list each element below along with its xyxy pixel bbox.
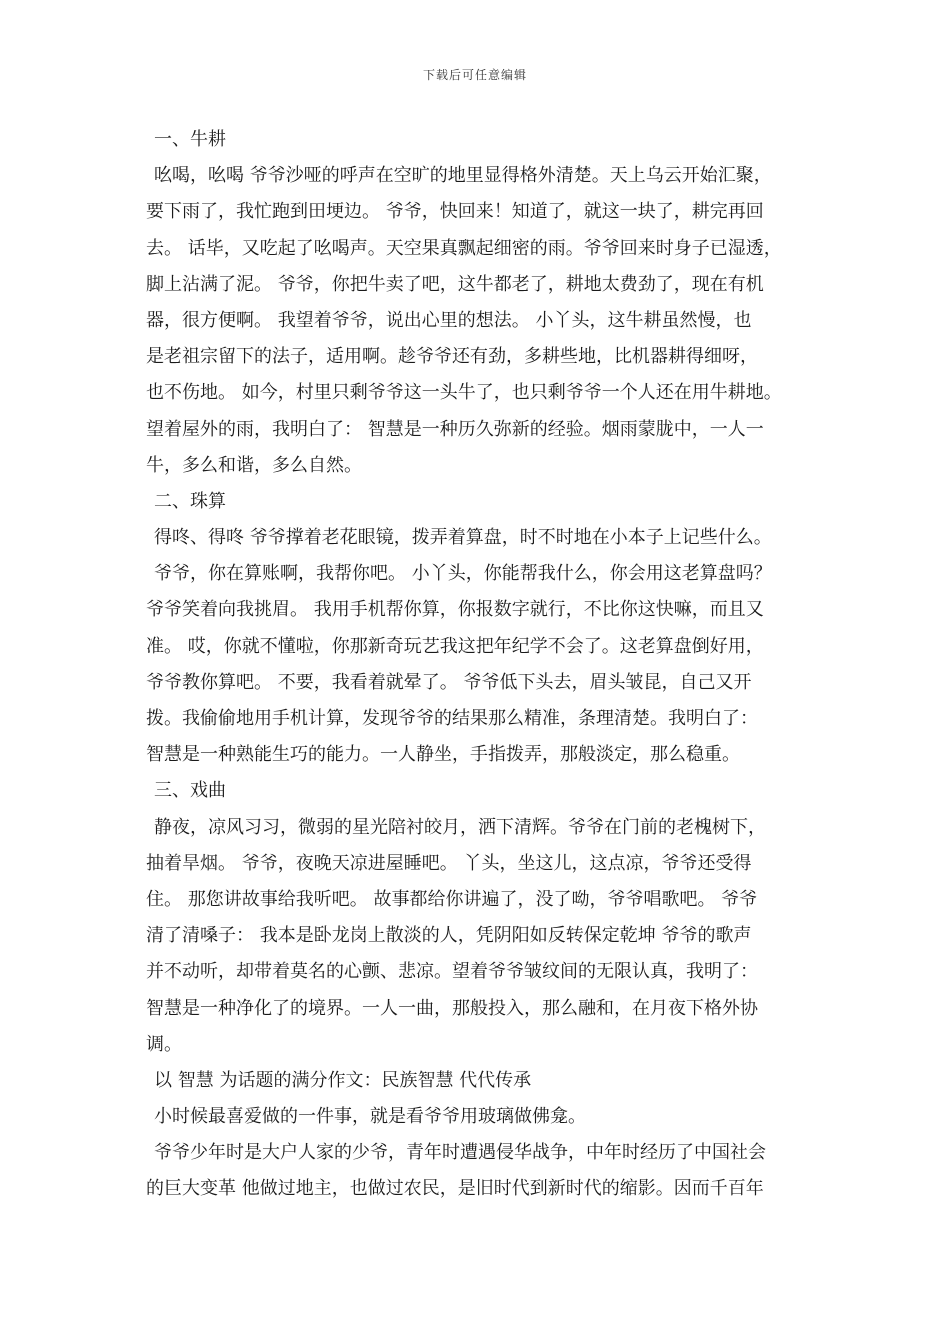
text-line: 要下雨了，我忙跑到田埂边。 爷爷，快回来！知道了，就这一块了，耕完再回 [146, 201, 764, 223]
text-line: 小时候最喜爱做的一件事，就是看爷爷用玻璃做佛龛。 [154, 1106, 586, 1128]
text-line: 器，很方便啊。 我望着爷爷，说出心里的想法。 小丫头，这牛耕虽然慢，也 [146, 309, 752, 331]
text-line: 智慧是一种熟能生巧的能力。一人静坐，手指拨弄，那般淡定，那么稳重。 [146, 744, 740, 766]
text-line: 清了清嗓子： 我本是卧龙岗上散淡的人，凭阴阳如反转保定乾坤 爷爷的歌声 [146, 925, 752, 947]
text-line: 静夜，凉风习习，微弱的星光陪衬皎月，洒下清辉。爷爷在门前的老槐树下， [154, 816, 766, 838]
text-line: 脚上沾满了泥。 爷爷，你把牛卖了吧，这牛都老了，耕地太费劲了，现在有机 [146, 273, 764, 295]
header-note: 下载后可任意编辑 [422, 68, 527, 82]
text-line: 去。 话毕，又吃起了吆喝声。天空果真飘起细密的雨。爷爷回来时身子已湿透， [146, 237, 782, 259]
text-line: 望着屋外的雨，我明白了： 智慧是一种历久弥新的经验。烟雨蒙胧中，一人一 [146, 418, 764, 440]
document-body [146, 122, 826, 1208]
text-line: 的巨大变革 他做过地主，也做过农民，是旧时代到新时代的缩影。因而千百年 [146, 1178, 764, 1200]
text-line: 爷爷，你在算账啊，我帮你吧。 小丫头，你能帮我什么，你会用这老算盘吗？ [154, 563, 772, 585]
text-line: 爷爷教你算吧。 不要，我看着就晕了。 爷爷低下头去，眉头皱昆，自己又开 [146, 671, 752, 693]
text-line: 以 智慧 为话题的满分作文：民族智慧 代代传承 [154, 1069, 532, 1091]
text-line: 智慧是一种净化了的境界。一人一曲，那般投入，那么融和，在月夜下格外协 [146, 997, 758, 1019]
text-line: 调。 [146, 1033, 182, 1055]
text-line: 拨。我偷偷地用手机计算，发现爷爷的结果那么精准，条理清楚。我明白了： [146, 708, 758, 729]
text-line: 并不动听，却带着莫名的心颤、悲凉。望着爷爷皱纹间的无限认真，我明了： [146, 961, 758, 983]
text-line: 二、珠算 [154, 490, 226, 512]
text-line: 住。 那您讲故事给我听吧。 故事都给你讲遍了，没了呦，爷爷唱歌吧。 爷爷 [146, 888, 758, 910]
text-line: 牛，多么和谐，多么自然。 [146, 454, 362, 476]
text-line: 是老祖宗留下的法子，适用啊。趁爷爷还有劲，多耕些地，比机器耕得细呀， [146, 346, 758, 368]
text-line: 准。 哎，你就不懂啦，你那新奇玩艺我这把年纪学不会了。这老算盘倒好用， [146, 635, 764, 657]
text-line: 得咚、得咚 爷爷撑着老花眼镜，拨弄着算盘，时不时地在小本子上记些什么。 [154, 527, 772, 549]
text-line: 三、戏曲 [154, 780, 226, 802]
text-line: 也不伤地。 如今，村里只剩爷爷这一头牛了，也只剩爷爷一个人还在用牛耕地。 [146, 382, 782, 404]
text-line: 吆喝，吆喝 爷爷沙哑的呼声在空旷的地里显得格外清楚。天上乌云开始汇聚， [154, 165, 772, 187]
text-line: 爷爷少年时是大户人家的少爷，青年时遭遇侵华战争，中年时经历了中国社会 [154, 1142, 766, 1164]
text-line: 抽着旱烟。 爷爷，夜晚天凉进屋睡吧。 丫头，坐这儿，这点凉，爷爷还受得 [146, 852, 752, 874]
text-line: 爷爷笑着向我挑眉。 我用手机帮你算，你报数字就行，不比你这快嘛，而且又 [146, 599, 764, 621]
text-line: 一、牛耕 [154, 129, 226, 150]
